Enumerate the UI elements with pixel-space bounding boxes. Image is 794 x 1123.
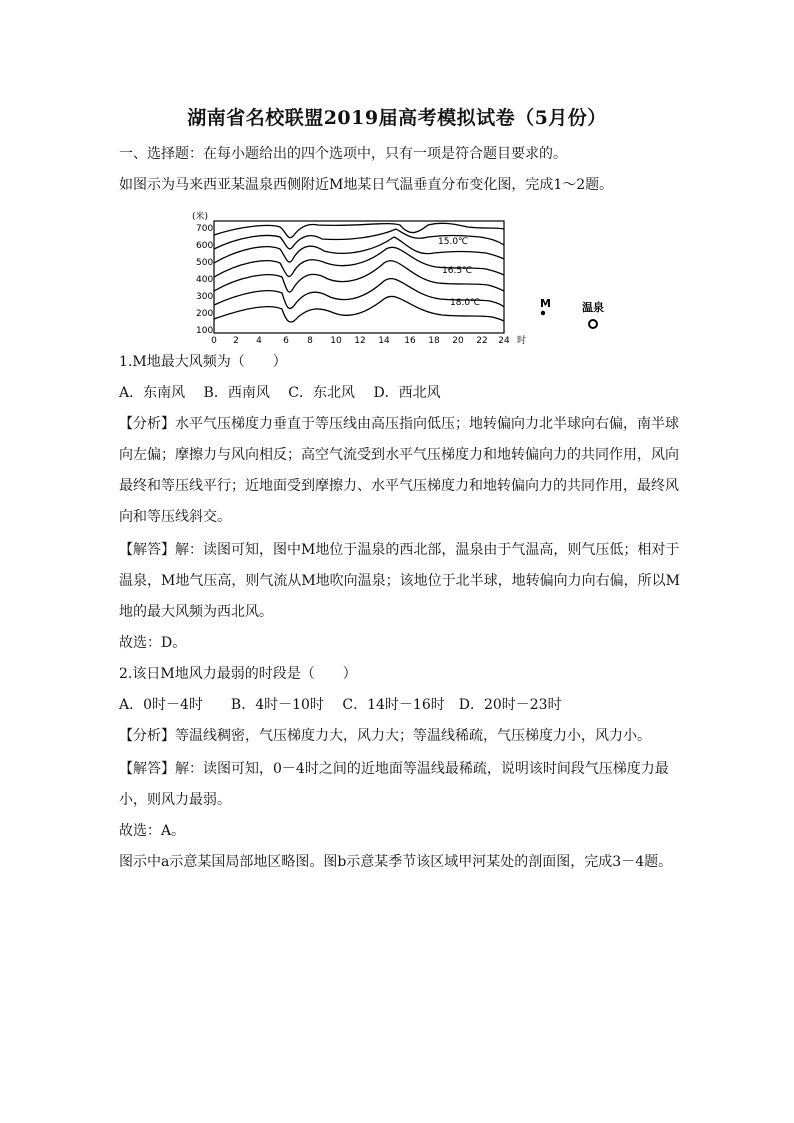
isotherm-chart <box>188 207 618 347</box>
question-intro: 图示中a示意某国局部地区略图。图b示意某季节该区域甲河某处的剖面图，完成3－4题。 <box>119 854 673 870</box>
question-1: 1.M地最大风频为（ ） <box>119 354 287 370</box>
y-tick: 500 <box>196 258 214 268</box>
x-tick: 10 <box>330 336 342 346</box>
m-point-marker <box>541 311 545 315</box>
y-tick: 700 <box>196 224 214 234</box>
question-1-options: A．东南风 B．西南风 C．东北风 D．西北风 <box>119 385 441 401</box>
hot-spring-marker <box>589 320 597 328</box>
answer-text: 地的最大风频为西北风。 <box>119 604 273 620</box>
x-tick: 6 <box>283 336 289 346</box>
x-unit-label: 时 <box>517 336 527 346</box>
x-tick: 2 <box>233 336 239 346</box>
m-point-label: M <box>540 297 551 310</box>
x-tick: 16 <box>404 336 416 346</box>
y-tick: 200 <box>196 309 214 319</box>
isotherm-label: 16.5℃ <box>442 266 473 276</box>
analysis-text: 【分析】等温线稠密，气压梯度力大，风力大；等温线稀疏，气压梯度力小，风力小。 <box>119 728 651 744</box>
question-intro: 如图示为马来西亚某温泉西侧附近M地某日气温垂直分布变化图，完成1～2题。 <box>119 177 614 193</box>
answer-text: 【解答】解：读图可知，0－4时之间的近地面等温线最稀疏，说明该时间段气压梯度力最 <box>119 761 669 777</box>
page-title: 湖南省名校联盟2019届高考模拟试卷（5月份） <box>187 107 607 129</box>
analysis-text: 【分析】水平气压梯度力垂直于等压线由高压指向低压；地转偏向力北半球向右偏，南半球 <box>119 416 679 432</box>
y-tick: 400 <box>196 275 214 285</box>
x-tick: 4 <box>256 336 262 346</box>
analysis-text: 最终和等压线平行；近地面受到摩擦力、水平气压梯度力和地转偏向力的共同作用，最终风 <box>119 478 679 494</box>
answer-choice: 故选：A。 <box>119 823 186 839</box>
x-tick: 24 <box>498 336 510 346</box>
analysis-text: 向左偏；摩擦力与风向相反；高空气流受到水平气压梯度力和地转偏向力的共同作用，风向 <box>119 447 679 463</box>
y-unit-label: (米) <box>192 212 209 222</box>
x-tick: 0 <box>211 336 217 346</box>
y-tick: 300 <box>196 292 214 302</box>
x-tick: 20 <box>452 336 464 346</box>
y-tick: 100 <box>196 326 214 336</box>
answer-choice: 故选：D。 <box>119 635 187 651</box>
isotherm-label: 18.0℃ <box>450 298 481 308</box>
x-tick: 14 <box>378 336 390 346</box>
isotherm-figure <box>188 207 618 347</box>
answer-text: 【解答】解：读图可知，图中M地位于温泉的西北部，温泉由于气温高，则气压低；相对于 <box>119 542 680 558</box>
y-tick: 600 <box>196 241 214 251</box>
x-tick: 12 <box>354 336 366 346</box>
hot-spring-label: 温泉 <box>582 301 604 314</box>
question-2-options: A．0时－4时 B．4时－10时 C．14时－16时 D．20时－23时 <box>119 697 562 713</box>
answer-text: 小，则风力最弱。 <box>119 792 231 808</box>
section-heading: 一、选择题：在每小题给出的四个选项中，只有一项是符合题目要求的。 <box>119 146 567 162</box>
question-2: 2.该日M地风力最弱的时段是（ ） <box>119 666 357 682</box>
x-tick: 8 <box>307 336 313 346</box>
x-tick: 18 <box>428 336 440 346</box>
answer-text: 温泉，M地气压高，则气流从M地吹向温泉；该地位于北半球，地转偏向力向右偏，所以M <box>119 573 681 589</box>
x-tick: 22 <box>476 336 488 346</box>
isotherm-label: 15.0℃ <box>438 237 469 247</box>
analysis-text: 向和等压线斜交。 <box>119 509 231 525</box>
